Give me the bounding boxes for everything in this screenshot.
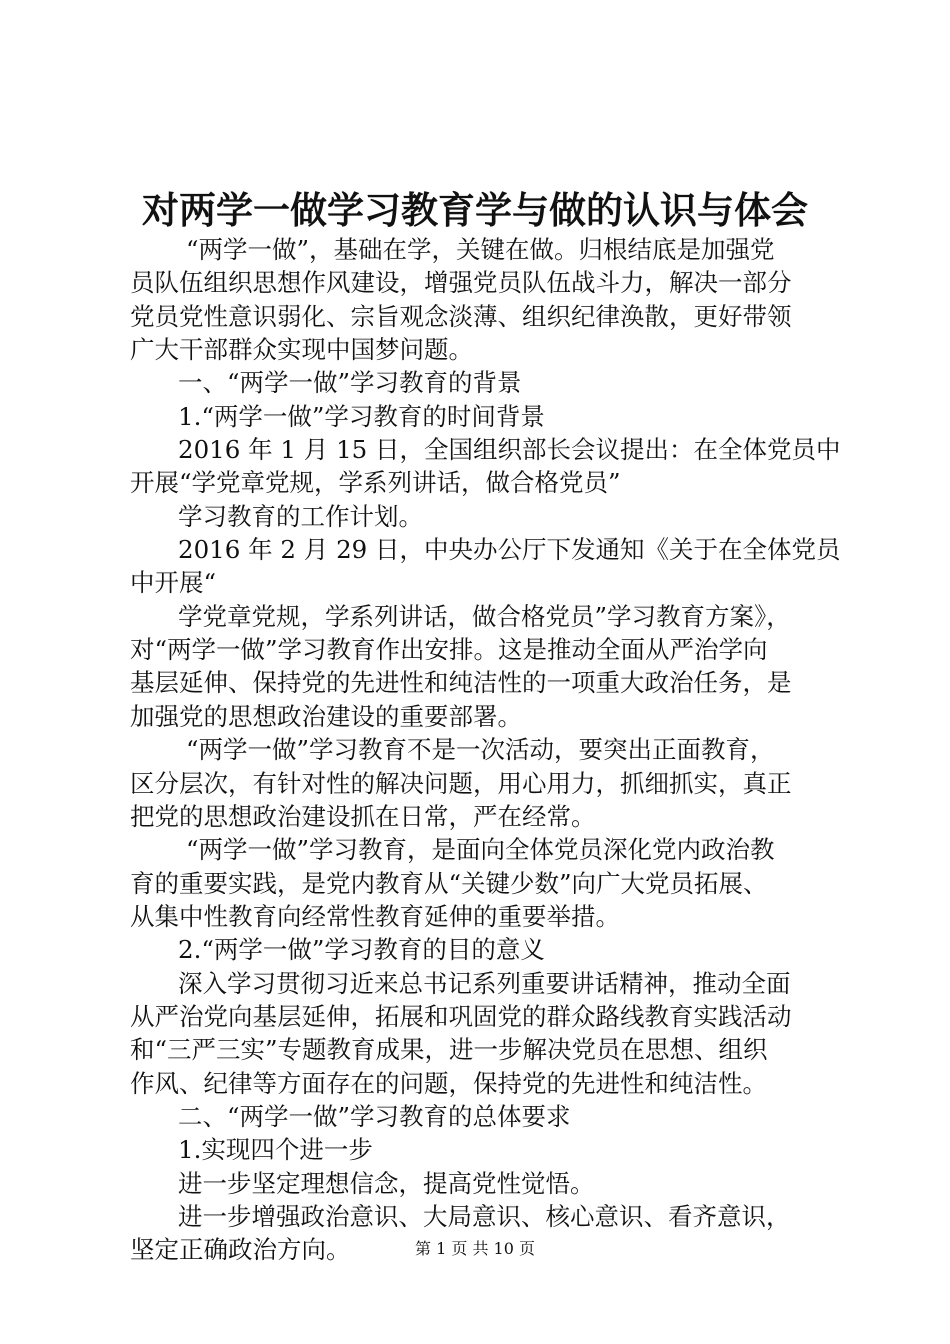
section-heading: 一、“两学一做”学习教育的背景 [178, 368, 522, 398]
paragraph-line: 作风、纪律等方面存在的问题，保持党的先进性和纯洁性。 [130, 1068, 767, 1098]
page-footer: 第 1 页 共 10 页 [415, 1239, 535, 1258]
paragraph-line: 深入学习贯彻习近来总书记系列重要讲话精神，推动全面 [178, 968, 791, 998]
subsection-heading: 2.“两学一做”学习教育的目的意义 [178, 935, 545, 965]
paragraph-line: “两学一做”学习教育，是面向全体党员深化党内政治教 [186, 835, 775, 865]
paragraph-line: 育的重要实践，是党内教育从“关键少数”向广大党员拓展、 [130, 868, 768, 898]
paragraph-line: 学习教育的工作计划。 [178, 501, 423, 531]
paragraph-line: 从集中性教育向经常性教育延伸的重要举措。 [130, 901, 620, 931]
paragraph-line: “两学一做”学习教育不是一次活动，要突出正面教育， [186, 735, 775, 765]
paragraph-line: 党员党性意识弱化、宗旨观念淡薄、组织纪律涣散，更好带领 [130, 301, 792, 331]
paragraph-line: 和“三严三实”专题教育成果，进一步解决党员在思想、组织 [130, 1035, 768, 1065]
subsection-heading: 1.实现四个进一步 [178, 1135, 373, 1165]
section-heading: 二、“两学一做”学习教育的总体要求 [178, 1101, 571, 1131]
paragraph-line: 2016 年 1 月 15 日，全国组织部长会议提出：在全体党员中 [178, 435, 841, 465]
paragraph-line: 对“两学一做”学习教育作出安排。这是推动全面从严治学向 [130, 635, 768, 665]
document-body [130, 233, 841, 1267]
paragraph-line: 学党章党规，学系列讲话，做合格党员”学习教育方案》， [178, 601, 791, 631]
paragraph-line: 加强党的思想政治建设的重要部署。 [130, 701, 522, 731]
paragraph-line: 广大干部群众实现中国梦问题。 [130, 335, 473, 365]
paragraph-line: 中开展“ [130, 568, 217, 598]
paragraph-line: 进一步坚定理想信念，提高党性觉悟。 [178, 1168, 595, 1198]
paragraph-line: 区分层次，有针对性的解决问题，用心用力，抓细抓实，真正 [130, 768, 792, 798]
paragraph-line: 员队伍组织思想作风建设，增强党员队伍战斗力，解决一部分 [130, 268, 792, 298]
paragraph-line: “两学一做”，基础在学，关键在做。归根结底是加强党 [186, 235, 775, 264]
document-title: 对两学一做学习教育学与做的认识与体会 [142, 188, 808, 232]
paragraph-line: 把党的思想政治建设抓在日常，严在经常。 [130, 801, 596, 831]
paragraph-line: 开展“学党章党规，学系列讲话，做合格党员” [130, 468, 621, 498]
paragraph-line: 从严治党向基层延伸，拓展和巩固党的群众路线教育实践活动 [130, 1001, 792, 1031]
paragraph-line: 进一步增强政治意识、大局意识、核心意识、看齐意识， [178, 1201, 791, 1231]
paragraph-line: 2016 年 2 月 29 日，中央办公厅下发通知《关于在全体党员 [178, 535, 841, 565]
subsection-heading: 1.“两学一做”学习教育的时间背景 [178, 401, 545, 431]
paragraph-line: 坚定正确政治方向。 [130, 1235, 351, 1265]
paragraph-line: 基层延伸、保持党的先进性和纯洁性的一项重大政治任务，是 [130, 668, 792, 698]
